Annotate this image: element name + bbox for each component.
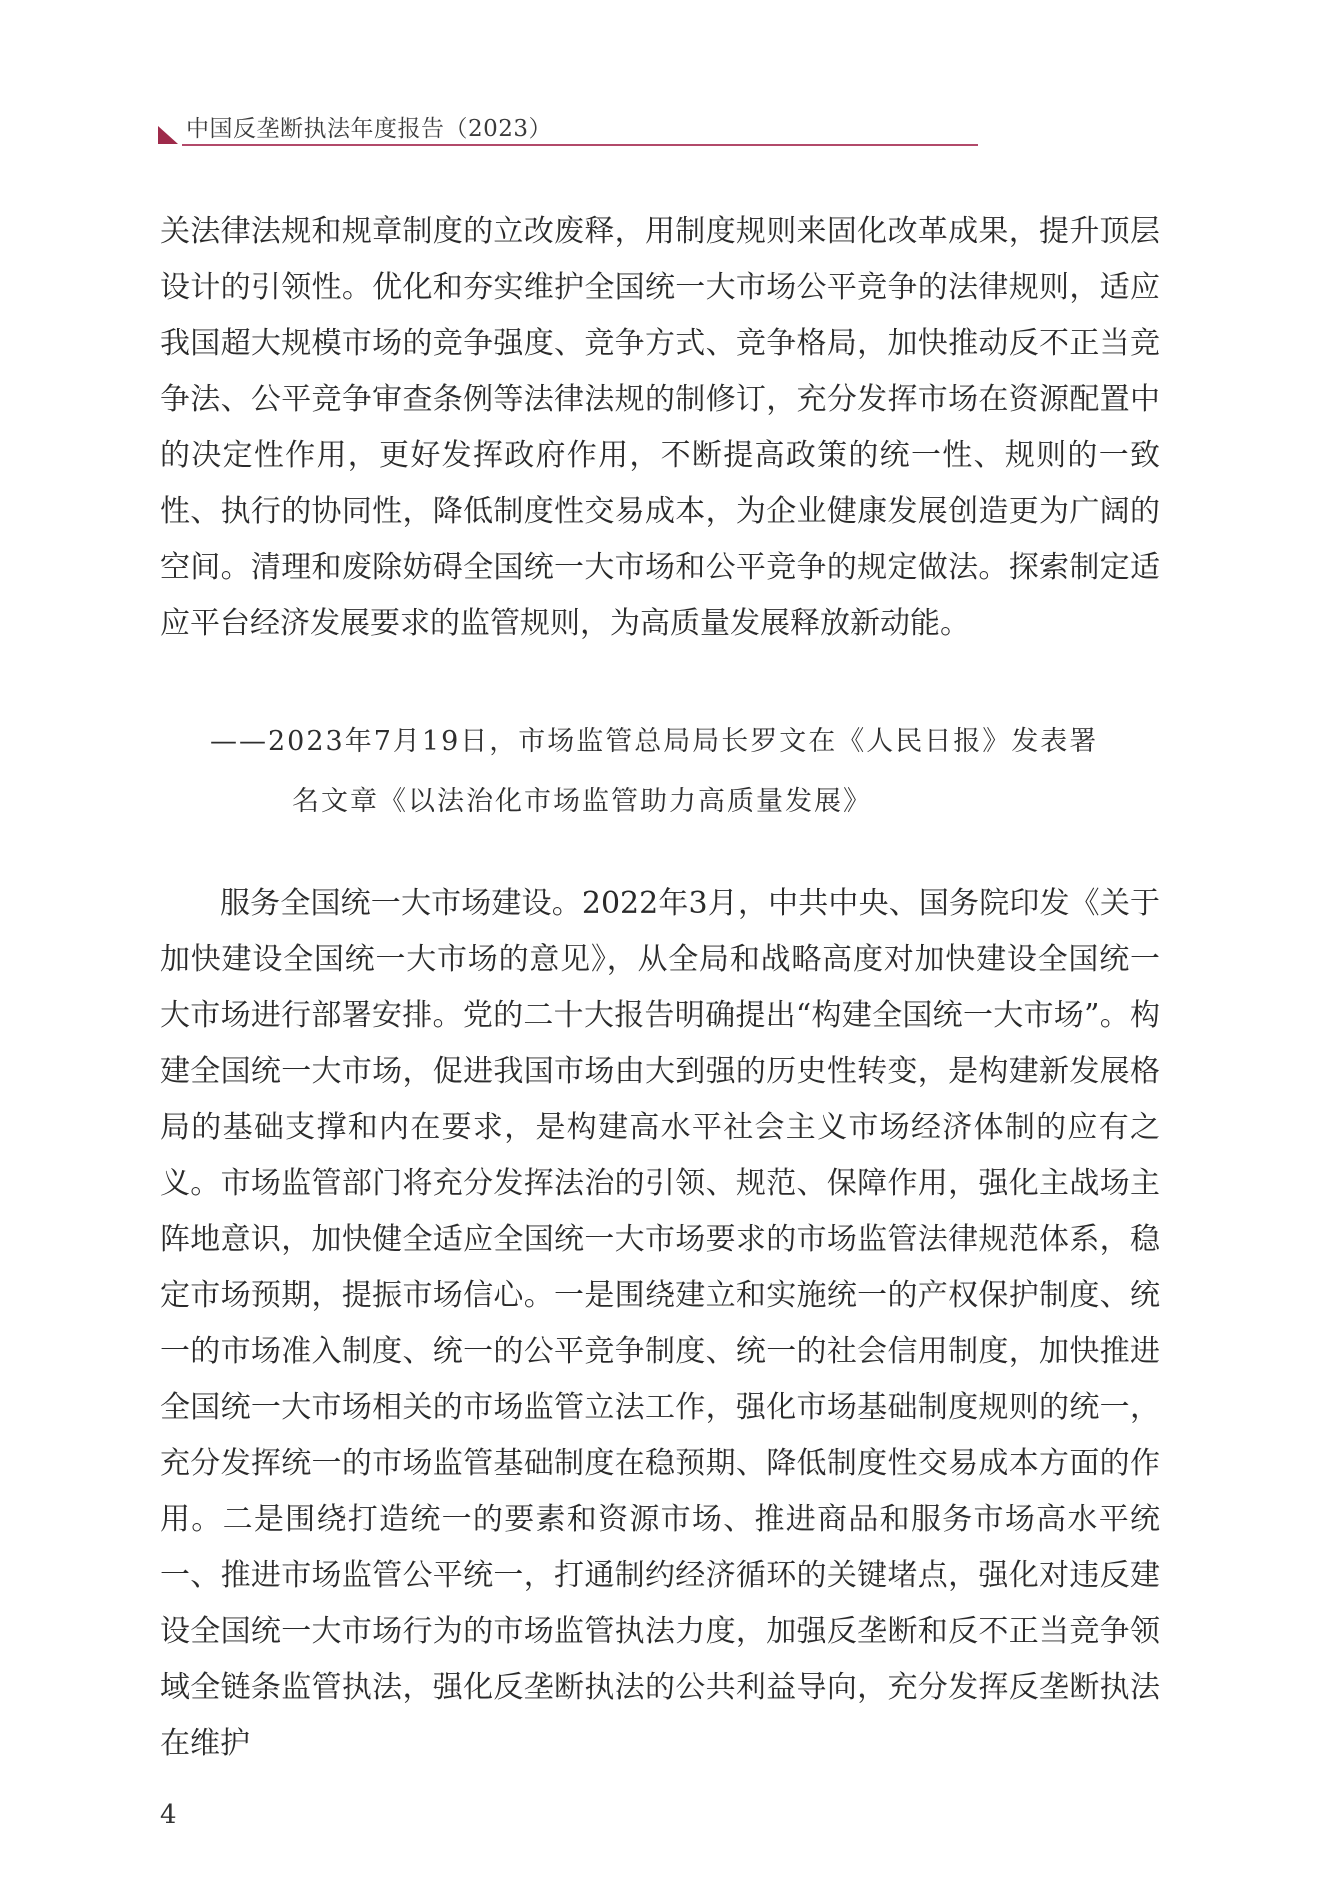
page-number: 4: [160, 1800, 177, 1830]
header-triangle-mark: [158, 126, 178, 144]
header-title: 中国反垄断执法年度报告（2023）: [186, 116, 553, 142]
quote-attribution: [210, 712, 1160, 832]
attribution-line-1: ——2023年7月19日，市场监管总局局长罗文在《人民日报》发表署: [210, 726, 1099, 757]
attribution-line-2: 名文章《以法治化市场监管助力高质量发展》: [292, 786, 872, 817]
header-rule: [182, 144, 978, 146]
body-paragraph: 服务全国统一大市场建设。2022年3月，中共中央、国务院印发《关于加快建设全国统一大市场的意见》，从全局和战略高度对加快建设全国统一大市场进行部署安排。党的二十大报告明确提出“构建全国统一大市场”。构建全国统一大市场，促进我国市场由大到强的历史性转变，是构建新发展格局的基础支撑和内在要求，是构建高水平社会主义市场经济体制的应有之义。市场监管部门将充分发挥法治的引领、规范、保障作用，强化主战场主阵地意识，加快健全适应全国统一大市场要求的市场监管法律规范体系，稳定市场预期，提振市场信心。一是围绕建立和实施统一的产权保护制度、统一的市场准入制度、统一的公平竞争制度、统一的社会信用制度，加快推进全国统一大市场相关的市场监管立法工作，强化市场基础制度规则的统一，充分发挥统一的市场监管基础制度在稳预期、降低制度性交易成本方面的作用。二是围绕打造统一的要素和资源市场、推进商品和服务市场高水平统一、推进市场监管公平统一，打通制约经济循环的关键堵点，强化对违反建设全国统一大市场行为的市场监管执法力度，加强反垄断和反不正当竞争领域全链条监管执法，强化反垄断执法的公共利益导向，充分发挥反垄断执法在维护: [160, 886, 1160, 1761]
quote-paragraph: 关法律法规和规章制度的立改废释，用制度规则来固化改革成果，提升顶层设计的引领性。优化和夯实维护全国统一大市场公平竞争的法律规则，适应我国超大规模市场的竞争强度、竞争方式、竞争格局，加快推动反不正当竞争法、公平竞争审查条例等法律法规的制修订，充分发挥市场在资源配置中的决定性作用，更好发挥政府作用，不断提高政策的统一性、规则的一致性、执行的协同性，降低制度性交易成本，为企业健康发展创造更为广阔的空间。清理和废除妨碍全国统一大市场和公平竞争的规定做法。探索制定适应平台经济发展要求的监管规则，为高质量发展释放新动能。: [160, 214, 1160, 641]
running-header: [158, 108, 818, 148]
